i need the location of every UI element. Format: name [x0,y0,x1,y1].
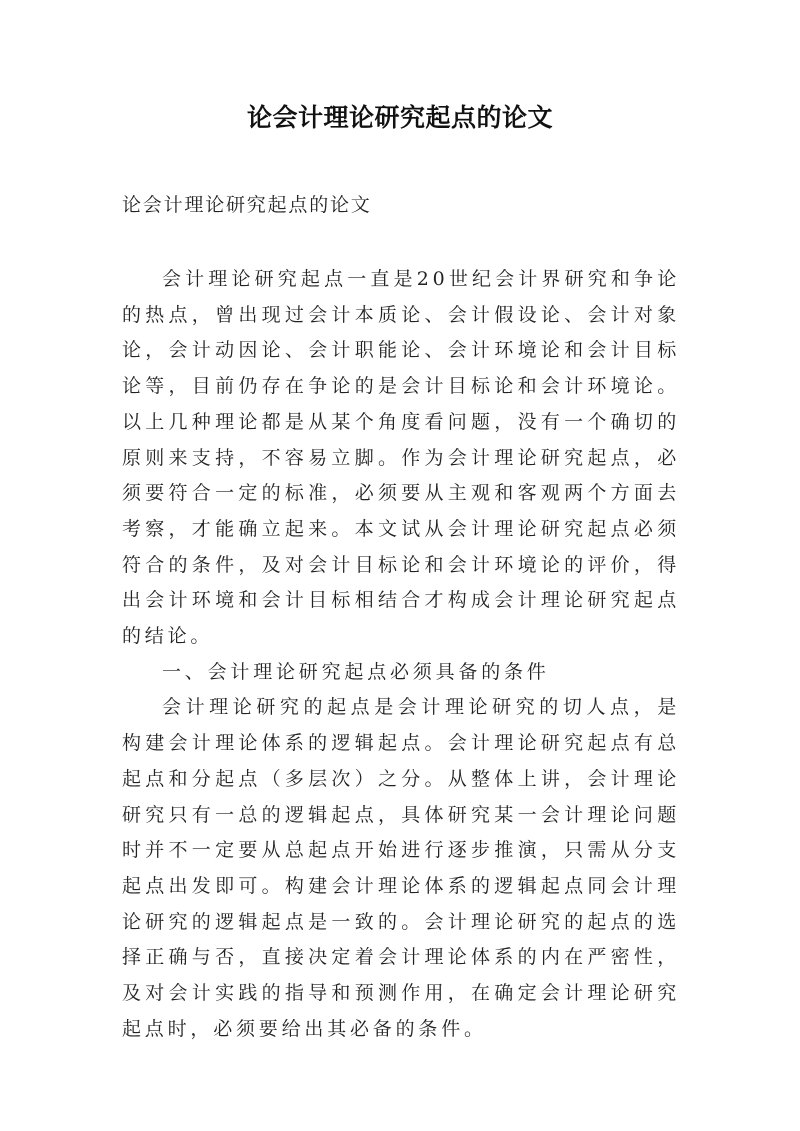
document-body [122,262,680,1047]
document-subtitle: 论会计理论研究起点的论文 [122,194,372,216]
paragraph-conditions: 会计理论研究的起点是会计理论研究的切人点，是构建会计理论体系的逻辑起点。会计理论研究起点有总起点和分起点（多层次）之分。从整体上讲，会计理论研究只有一总的逻辑起点，具体研究某一会计理论问题时并不一定要从总起点开始进行逐步推演，只需从分支起点出发即可。构建会计理论体系的逻辑起点同会计理论研究的逻辑起点是一致的。会计理论研究的起点的选择正确与否，直接决定着会计理论体系的内在严密性，及对会计实践的指导和预测作用，在确定会计理论研究起点时，必须要给出其必备的条件。 [122,696,680,1040]
section-heading: 一、会计理论研究起点必须具备的条件 [162,660,550,683]
paragraph-intro: 会计理论研究起点一直是20世纪会计界研究和争论的热点，曾出现过会计本质论、会计假设论、会计对象论，会计动因论、会计职能论、会计环境论和会计目标论等，目前仍存在争论的是会计目标论和会计环境论。以上几种理论都是从某个角度看问题，没有一个确切的原则来支持，不容易立脚。作为会计理论研究起点，必须要符合一定的标准，必须要从主观和客观两个方面去考察，才能确立起来。本文试从会计理论研究起点必须符合的条件，及对会计目标论和会计环境论的评价，得出会计环境和会计目标相结合才构成会计理论研究起点的结论。 [122,268,680,648]
document-title: 论会计理论研究起点的论文 [246,103,553,132]
